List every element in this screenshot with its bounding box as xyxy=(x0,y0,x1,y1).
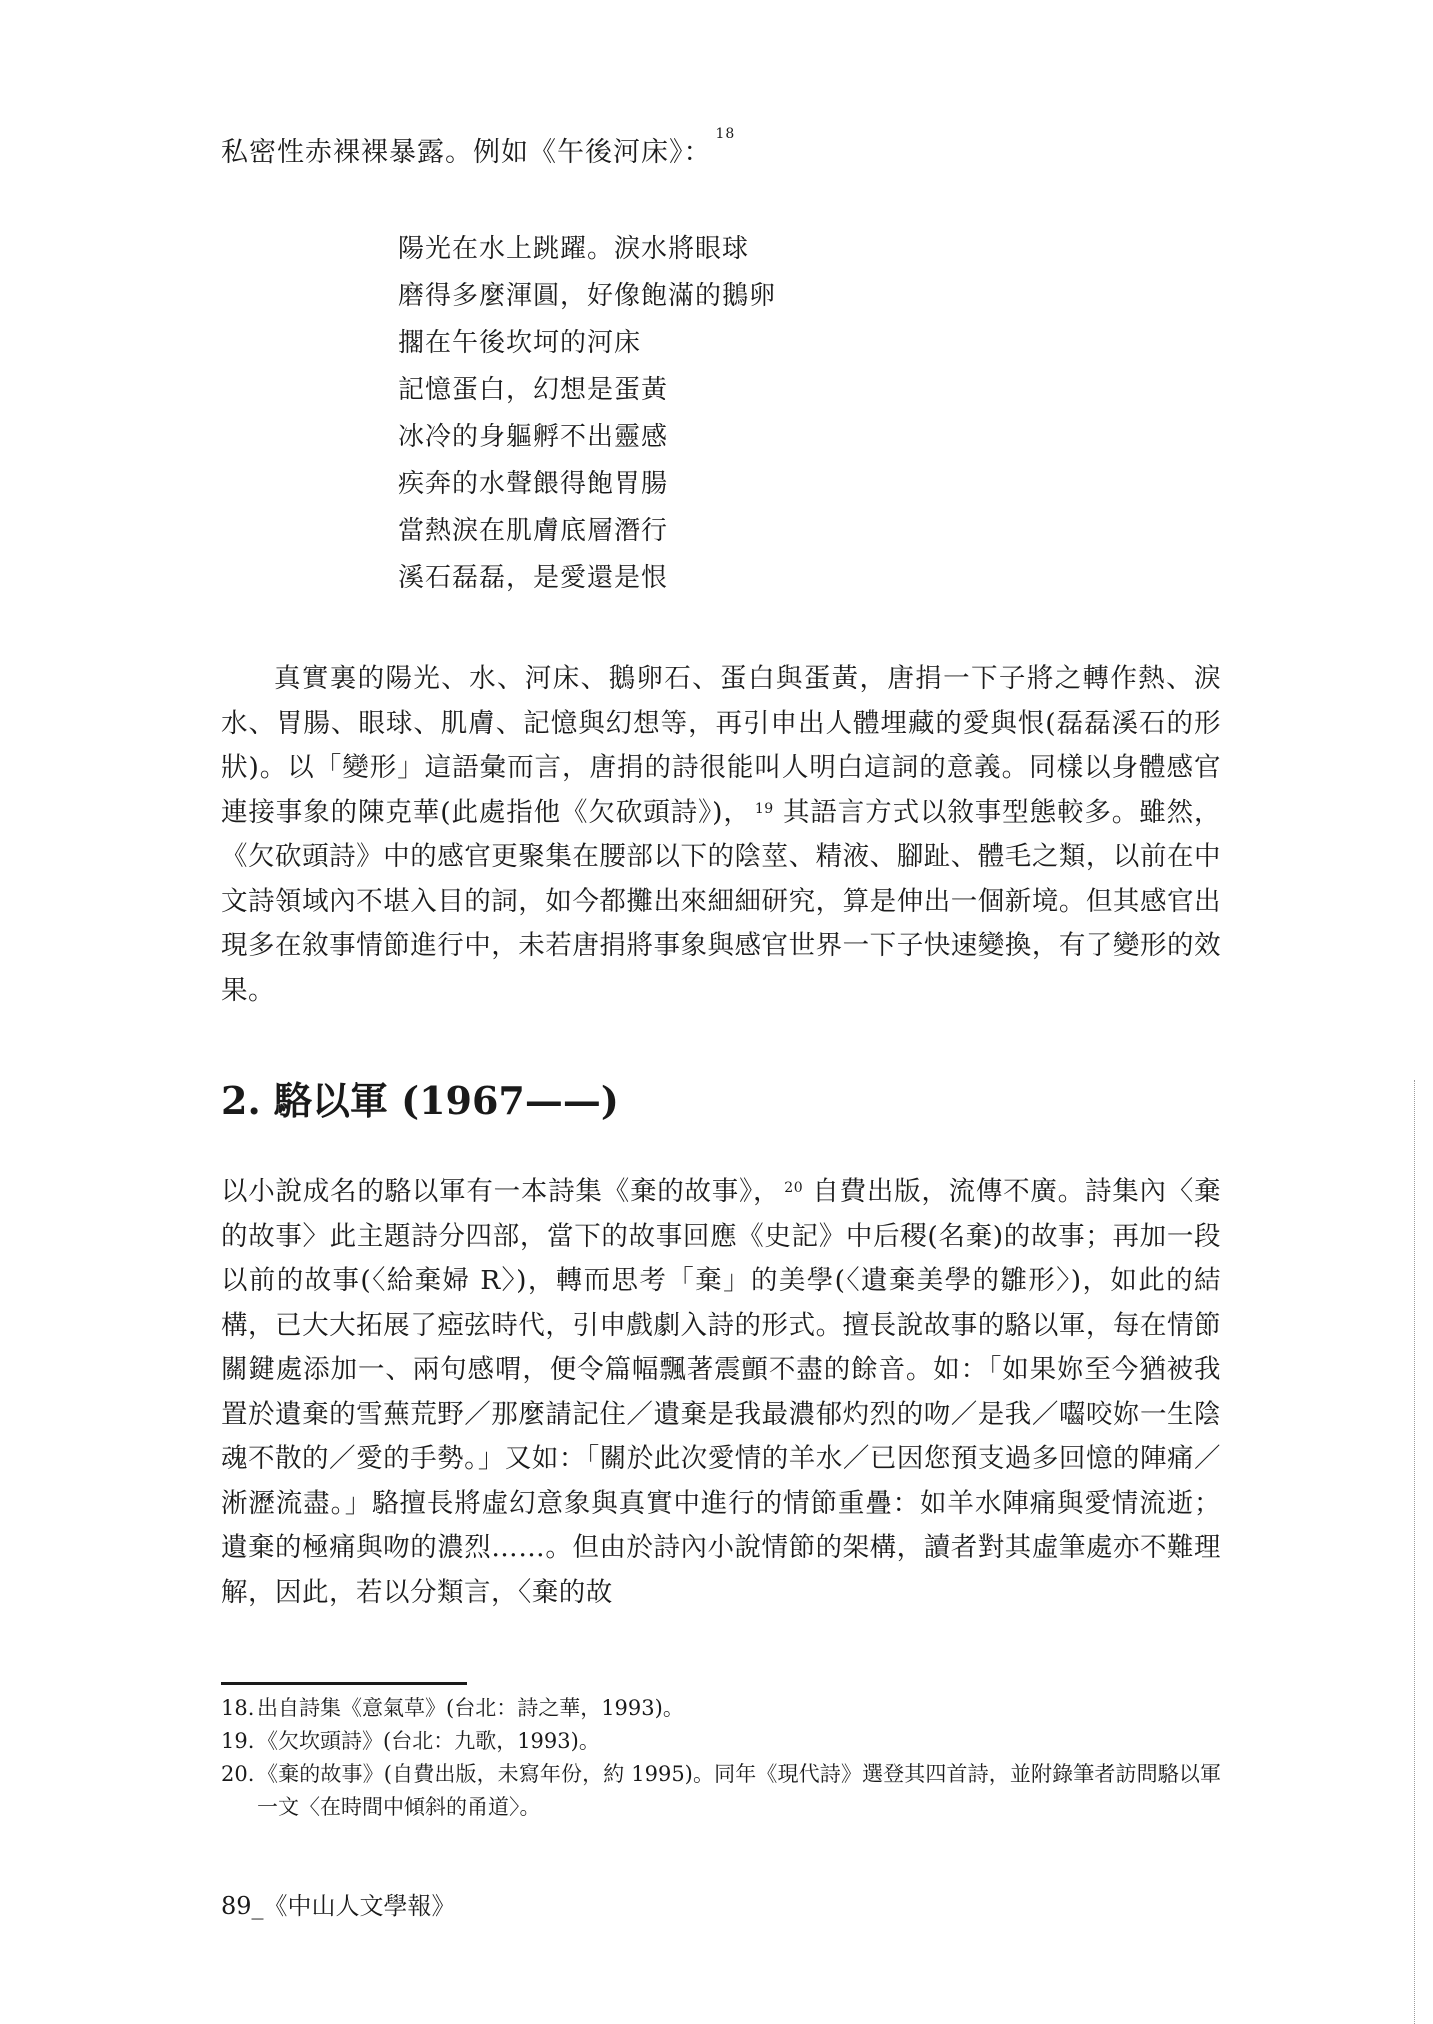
body-paragraph-2 xyxy=(221,1170,1221,1615)
poem-line: 記憶蛋白，幻想是蛋黃 xyxy=(398,375,669,405)
paragraph-2-text-b: 自費出版，流傳不廣。詩集內〈棄的故事〉此主題詩分四部，當下的故事回應《史記》中后稷(名棄)的故事；再加一段以前的故事(〈給棄婦 R〉)，轉而思考「棄」的美學(〈遺棄美學的雛形〉)，如此的結構，已大大拓展了瘂弦時代，引申戲劇入詩的形式。擅長說故事的駱以軍，每在情節關鍵處添加一、兩句感喟，便令篇幅飄著震顫不盡的餘音。如：「如果妳至今猶被我置於遺棄的雪蕪荒野／那麼請記住／遺棄是我最濃郁灼烈的吻／是我／囓咬妳一生陰魂不散的／愛的手勢。」又如：「關於此次愛情的羊水／已因您預支過多回憶的陣痛／淅瀝流盡。」駱擅長將虛幻意象與真實中進行的情節重疊：如羊水陣痛與愛情流逝；遺棄的極痛與吻的濃烈……。但由於詩內小說情節的架構，讀者對其虛筆處亦不難理解，因此，若以分類言，〈棄的故 xyxy=(221,1176,1222,1608)
poem-line: 冰冷的身軀孵不出靈感 xyxy=(398,422,669,452)
poem-line: 疾奔的水聲餵得飽胃腸 xyxy=(398,469,669,499)
footnote-item xyxy=(221,1725,1221,1758)
body-paragraph-1 xyxy=(221,657,1221,1013)
paragraph-1-text-a: 真實裏的陽光、水、河床、鵝卵石、蛋白與蛋黃，唐捐一下子將之轉作熱、淚水、胃腸、眼球、肌膚、記憶與幻想等，再引申出人體埋藏的愛與恨(磊磊溪石的形狀)。以「變形」這語彙而言，唐捐的詩很能叫人明白這詞的意義。同樣以身體感官連接事象的陳克華(此處指他《欠砍頭詩》)， xyxy=(221,663,1221,828)
footnote-item xyxy=(221,1758,1221,1824)
intro-text: 私密性赤裸裸暴露。例如《午後河床》： xyxy=(221,137,712,168)
poem-line: 擱在午後坎坷的河床 xyxy=(398,328,642,358)
footnote-text: 出自詩集《意氣草》(台北：詩之華，1993)。 xyxy=(257,1696,684,1720)
footnote-number: 20. xyxy=(221,1762,255,1786)
poem-line: 溪石磊磊，是愛還是恨 xyxy=(398,563,669,593)
page-footer xyxy=(221,1886,456,1921)
scan-edge-line xyxy=(1413,1080,1415,2024)
page-number: 89_ xyxy=(221,1892,264,1920)
paragraph-2-text-a: 以小說成名的駱以軍有一本詩集《棄的故事》， xyxy=(221,1176,781,1207)
footnote-ref-18: 18 xyxy=(715,126,736,142)
footnote-text: 《欠坎頭詩》(台北：九歌，1993)。 xyxy=(257,1729,600,1753)
footnote-divider xyxy=(221,1682,467,1685)
footnote-number: 19. xyxy=(221,1729,255,1753)
journal-title: 《中山人文學報》 xyxy=(263,1892,456,1920)
footnote-text: 《棄的故事》(自費出版，未寫年份，約 1995)。同年《現代詩》選登其四首詩，並附錄筆者訪問駱以軍一文〈在時間中傾斜的甬道〉。 xyxy=(257,1762,1221,1819)
intro-line xyxy=(221,126,736,169)
poem-line: 當熱淚在肌膚底層潛行 xyxy=(398,516,669,546)
footnote-ref-19: 19 xyxy=(754,800,774,817)
footnote-number: 18. xyxy=(221,1696,255,1720)
footnote-ref-20: 20 xyxy=(784,1180,804,1196)
poem-line: 磨得多麼渾圓，好像飽滿的鵝卵 xyxy=(398,281,777,311)
poem-line: 陽光在水上跳躍。淚水將眼球 xyxy=(398,234,750,264)
section-heading: 2. 駱以軍 (1967——) xyxy=(221,1078,619,1123)
poem-block xyxy=(398,226,776,602)
paragraph-1-text-b: 其語言方式以敘事型態較多。雖然，《欠砍頭詩》中的感官更聚集在腰部以下的陰莖、精液、腳趾、體毛之類，以前在中文詩領域內不堪入目的詞，如今都攤出來細細研究，算是伸出一個新境。但其感官出現多在敘事情節進行中，未若唐捐將事象與感官世界一下子快速變換，有了變形的效果。 xyxy=(221,796,1221,1006)
footnotes xyxy=(221,1692,1221,1824)
footnote-item xyxy=(221,1692,1221,1725)
